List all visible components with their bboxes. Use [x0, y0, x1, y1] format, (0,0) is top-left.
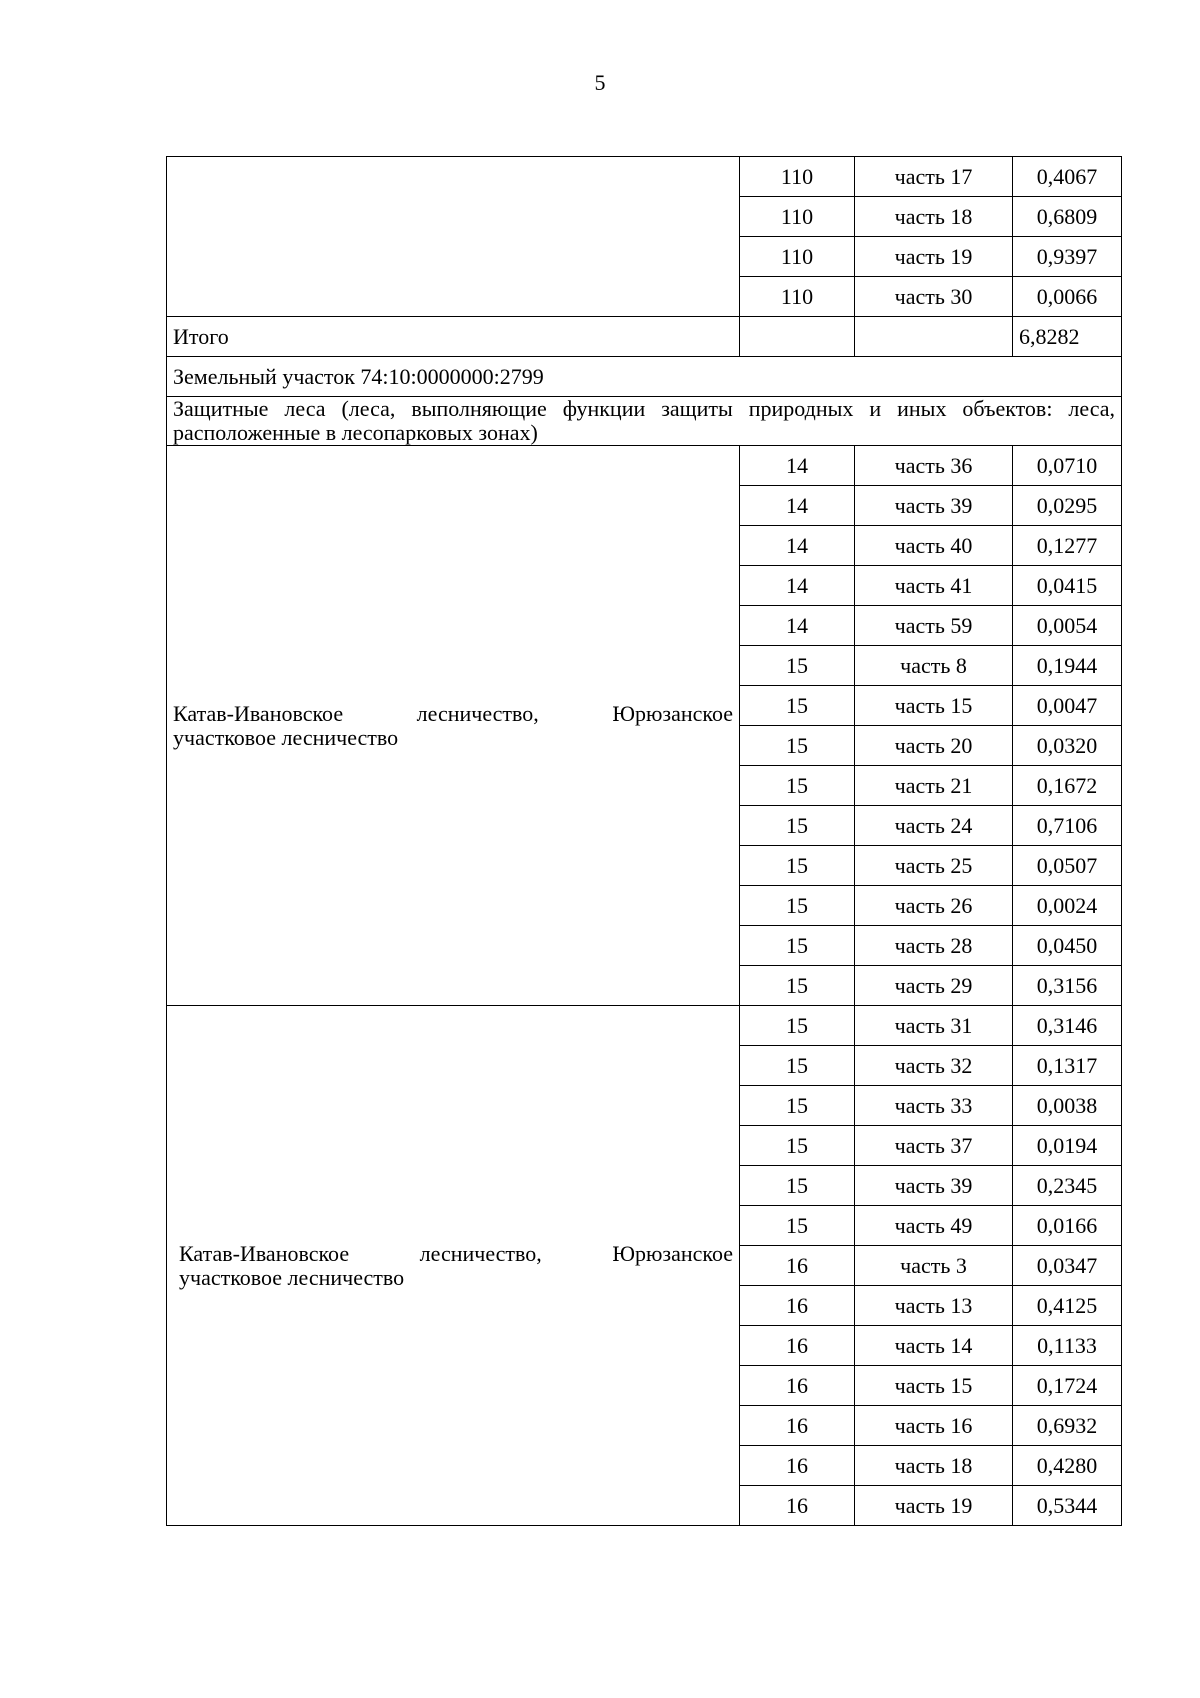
- plot-part: часть 15: [855, 686, 1013, 726]
- quarter-number: 110: [740, 157, 855, 197]
- plot-area: 0,9397: [1013, 237, 1122, 277]
- location-line-2: участковое лесничество: [173, 724, 399, 750]
- location-text: [179, 1242, 733, 1290]
- plot-part: часть 20: [855, 726, 1013, 766]
- plot-area: 0,0047: [1013, 686, 1122, 726]
- plot-part: часть 8: [855, 646, 1013, 686]
- quarter-number: 15: [740, 1126, 855, 1166]
- quarter-number: 15: [740, 1086, 855, 1126]
- plot-part: часть 39: [855, 486, 1013, 526]
- quarter-number: 15: [740, 1206, 855, 1246]
- plot-part: часть 41: [855, 566, 1013, 606]
- table-row: [167, 446, 1122, 486]
- location-cell: [167, 1006, 740, 1526]
- plot-part: часть 13: [855, 1286, 1013, 1326]
- plot-area: 0,1133: [1013, 1326, 1122, 1366]
- empty-cell: [855, 317, 1013, 357]
- plot-area: 0,5344: [1013, 1486, 1122, 1526]
- plot-area: 0,0194: [1013, 1126, 1122, 1166]
- land-plot-heading: Земельный участок 74:10:0000000:2799: [167, 357, 1122, 397]
- quarter-number: 14: [740, 566, 855, 606]
- location-word: Юрюзанское: [612, 700, 733, 726]
- plot-area: 0,6809: [1013, 197, 1122, 237]
- location-line-1: [179, 1242, 733, 1266]
- plot-part: часть 19: [855, 1486, 1013, 1526]
- plot-part: часть 21: [855, 766, 1013, 806]
- plot-part: часть 36: [855, 446, 1013, 486]
- quarter-number: 15: [740, 686, 855, 726]
- plot-area: 0,3156: [1013, 966, 1122, 1006]
- plot-part: часть 49: [855, 1206, 1013, 1246]
- plot-part: часть 26: [855, 886, 1013, 926]
- plot-area: 0,2345: [1013, 1166, 1122, 1206]
- plot-part: часть 37: [855, 1126, 1013, 1166]
- location-word: лесничество,: [416, 700, 539, 726]
- plot-area: 0,0320: [1013, 726, 1122, 766]
- plot-part: часть 15: [855, 1366, 1013, 1406]
- plot-area: 0,4280: [1013, 1446, 1122, 1486]
- empty-cell: [740, 317, 855, 357]
- plot-area: 0,1672: [1013, 766, 1122, 806]
- quarter-number: 16: [740, 1406, 855, 1446]
- plot-area: 0,4067: [1013, 157, 1122, 197]
- total-label: Итого: [167, 317, 740, 357]
- forest-category-heading: Защитные леса (леса, выполняющие функции защиты природных и иных объектов: леса, расположенные в лесопарковых зонах): [167, 397, 1122, 446]
- plot-part: часть 19: [855, 237, 1013, 277]
- quarter-number: 15: [740, 1046, 855, 1086]
- total-row: [167, 317, 1122, 357]
- plot-area: 0,0710: [1013, 446, 1122, 486]
- quarter-number: 15: [740, 926, 855, 966]
- quarter-number: 15: [740, 726, 855, 766]
- page-number: 5: [594, 70, 606, 95]
- quarter-number: 16: [740, 1246, 855, 1286]
- plot-part: часть 32: [855, 1046, 1013, 1086]
- location-line-1: [173, 702, 733, 726]
- location-text: [173, 702, 733, 750]
- quarter-number: 15: [740, 966, 855, 1006]
- plot-area: 0,0507: [1013, 846, 1122, 886]
- quarter-number: 14: [740, 606, 855, 646]
- plot-area: 0,6932: [1013, 1406, 1122, 1446]
- quarter-number: 15: [740, 886, 855, 926]
- quarter-number: 16: [740, 1326, 855, 1366]
- plot-part: часть 31: [855, 1006, 1013, 1046]
- plot-part: часть 28: [855, 926, 1013, 966]
- quarter-number: 16: [740, 1446, 855, 1486]
- quarter-number: 16: [740, 1286, 855, 1326]
- plot-area: 0,4125: [1013, 1286, 1122, 1326]
- plot-part: часть 25: [855, 846, 1013, 886]
- location-cell: [167, 157, 740, 317]
- plot-area: 0,0347: [1013, 1246, 1122, 1286]
- quarter-number: 110: [740, 277, 855, 317]
- plot-part: часть 3: [855, 1246, 1013, 1286]
- quarter-number: 16: [740, 1366, 855, 1406]
- location-line-2: участковое лесничество: [179, 1264, 405, 1290]
- plot-area: 0,1277: [1013, 526, 1122, 566]
- plot-part: часть 18: [855, 197, 1013, 237]
- plot-area: 0,7106: [1013, 806, 1122, 846]
- quarter-number: 15: [740, 846, 855, 886]
- location-cell: [167, 446, 740, 1006]
- quarter-number: 15: [740, 646, 855, 686]
- plot-part: часть 39: [855, 1166, 1013, 1206]
- quarter-number: 15: [740, 806, 855, 846]
- plot-area: 0,1317: [1013, 1046, 1122, 1086]
- location-word: Катав-Ивановское: [173, 700, 344, 726]
- total-value: 6,8282: [1013, 317, 1122, 357]
- plot-part: часть 16: [855, 1406, 1013, 1446]
- forest-category-row: [167, 397, 1122, 446]
- plot-area: 0,1724: [1013, 1366, 1122, 1406]
- plot-part: часть 33: [855, 1086, 1013, 1126]
- plot-part: часть 29: [855, 966, 1013, 1006]
- plot-area: 0,0450: [1013, 926, 1122, 966]
- quarter-number: 15: [740, 766, 855, 806]
- quarter-number: 15: [740, 1006, 855, 1046]
- plot-area: 0,1944: [1013, 646, 1122, 686]
- plot-part: часть 40: [855, 526, 1013, 566]
- plot-part: часть 24: [855, 806, 1013, 846]
- plot-area: 0,0024: [1013, 886, 1122, 926]
- location-word: Юрюзанское: [612, 1240, 733, 1266]
- plot-area: 0,0415: [1013, 566, 1122, 606]
- plot-area: 0,0295: [1013, 486, 1122, 526]
- plot-area: 0,0066: [1013, 277, 1122, 317]
- plot-part: часть 18: [855, 1446, 1013, 1486]
- quarter-number: 14: [740, 486, 855, 526]
- quarter-number: 110: [740, 197, 855, 237]
- plot-part: часть 17: [855, 157, 1013, 197]
- plot-part: часть 59: [855, 606, 1013, 646]
- location-word: лесничество,: [419, 1240, 542, 1266]
- table-row: [167, 157, 1122, 197]
- quarter-number: 16: [740, 1486, 855, 1526]
- quarter-number: 15: [740, 1166, 855, 1206]
- quarter-number: 110: [740, 237, 855, 277]
- plot-area: 0,3146: [1013, 1006, 1122, 1046]
- plot-area: 0,0054: [1013, 606, 1122, 646]
- plot-area: 0,0038: [1013, 1086, 1122, 1126]
- quarter-number: 14: [740, 526, 855, 566]
- plot-part: часть 30: [855, 277, 1013, 317]
- land-plot-row: [167, 357, 1122, 397]
- quarter-number: 14: [740, 446, 855, 486]
- location-word: Катав-Ивановское: [179, 1240, 350, 1266]
- plot-part: часть 14: [855, 1326, 1013, 1366]
- forest-plots-table: [166, 156, 1122, 1526]
- table-row: [167, 1006, 1122, 1046]
- plot-area: 0,0166: [1013, 1206, 1122, 1246]
